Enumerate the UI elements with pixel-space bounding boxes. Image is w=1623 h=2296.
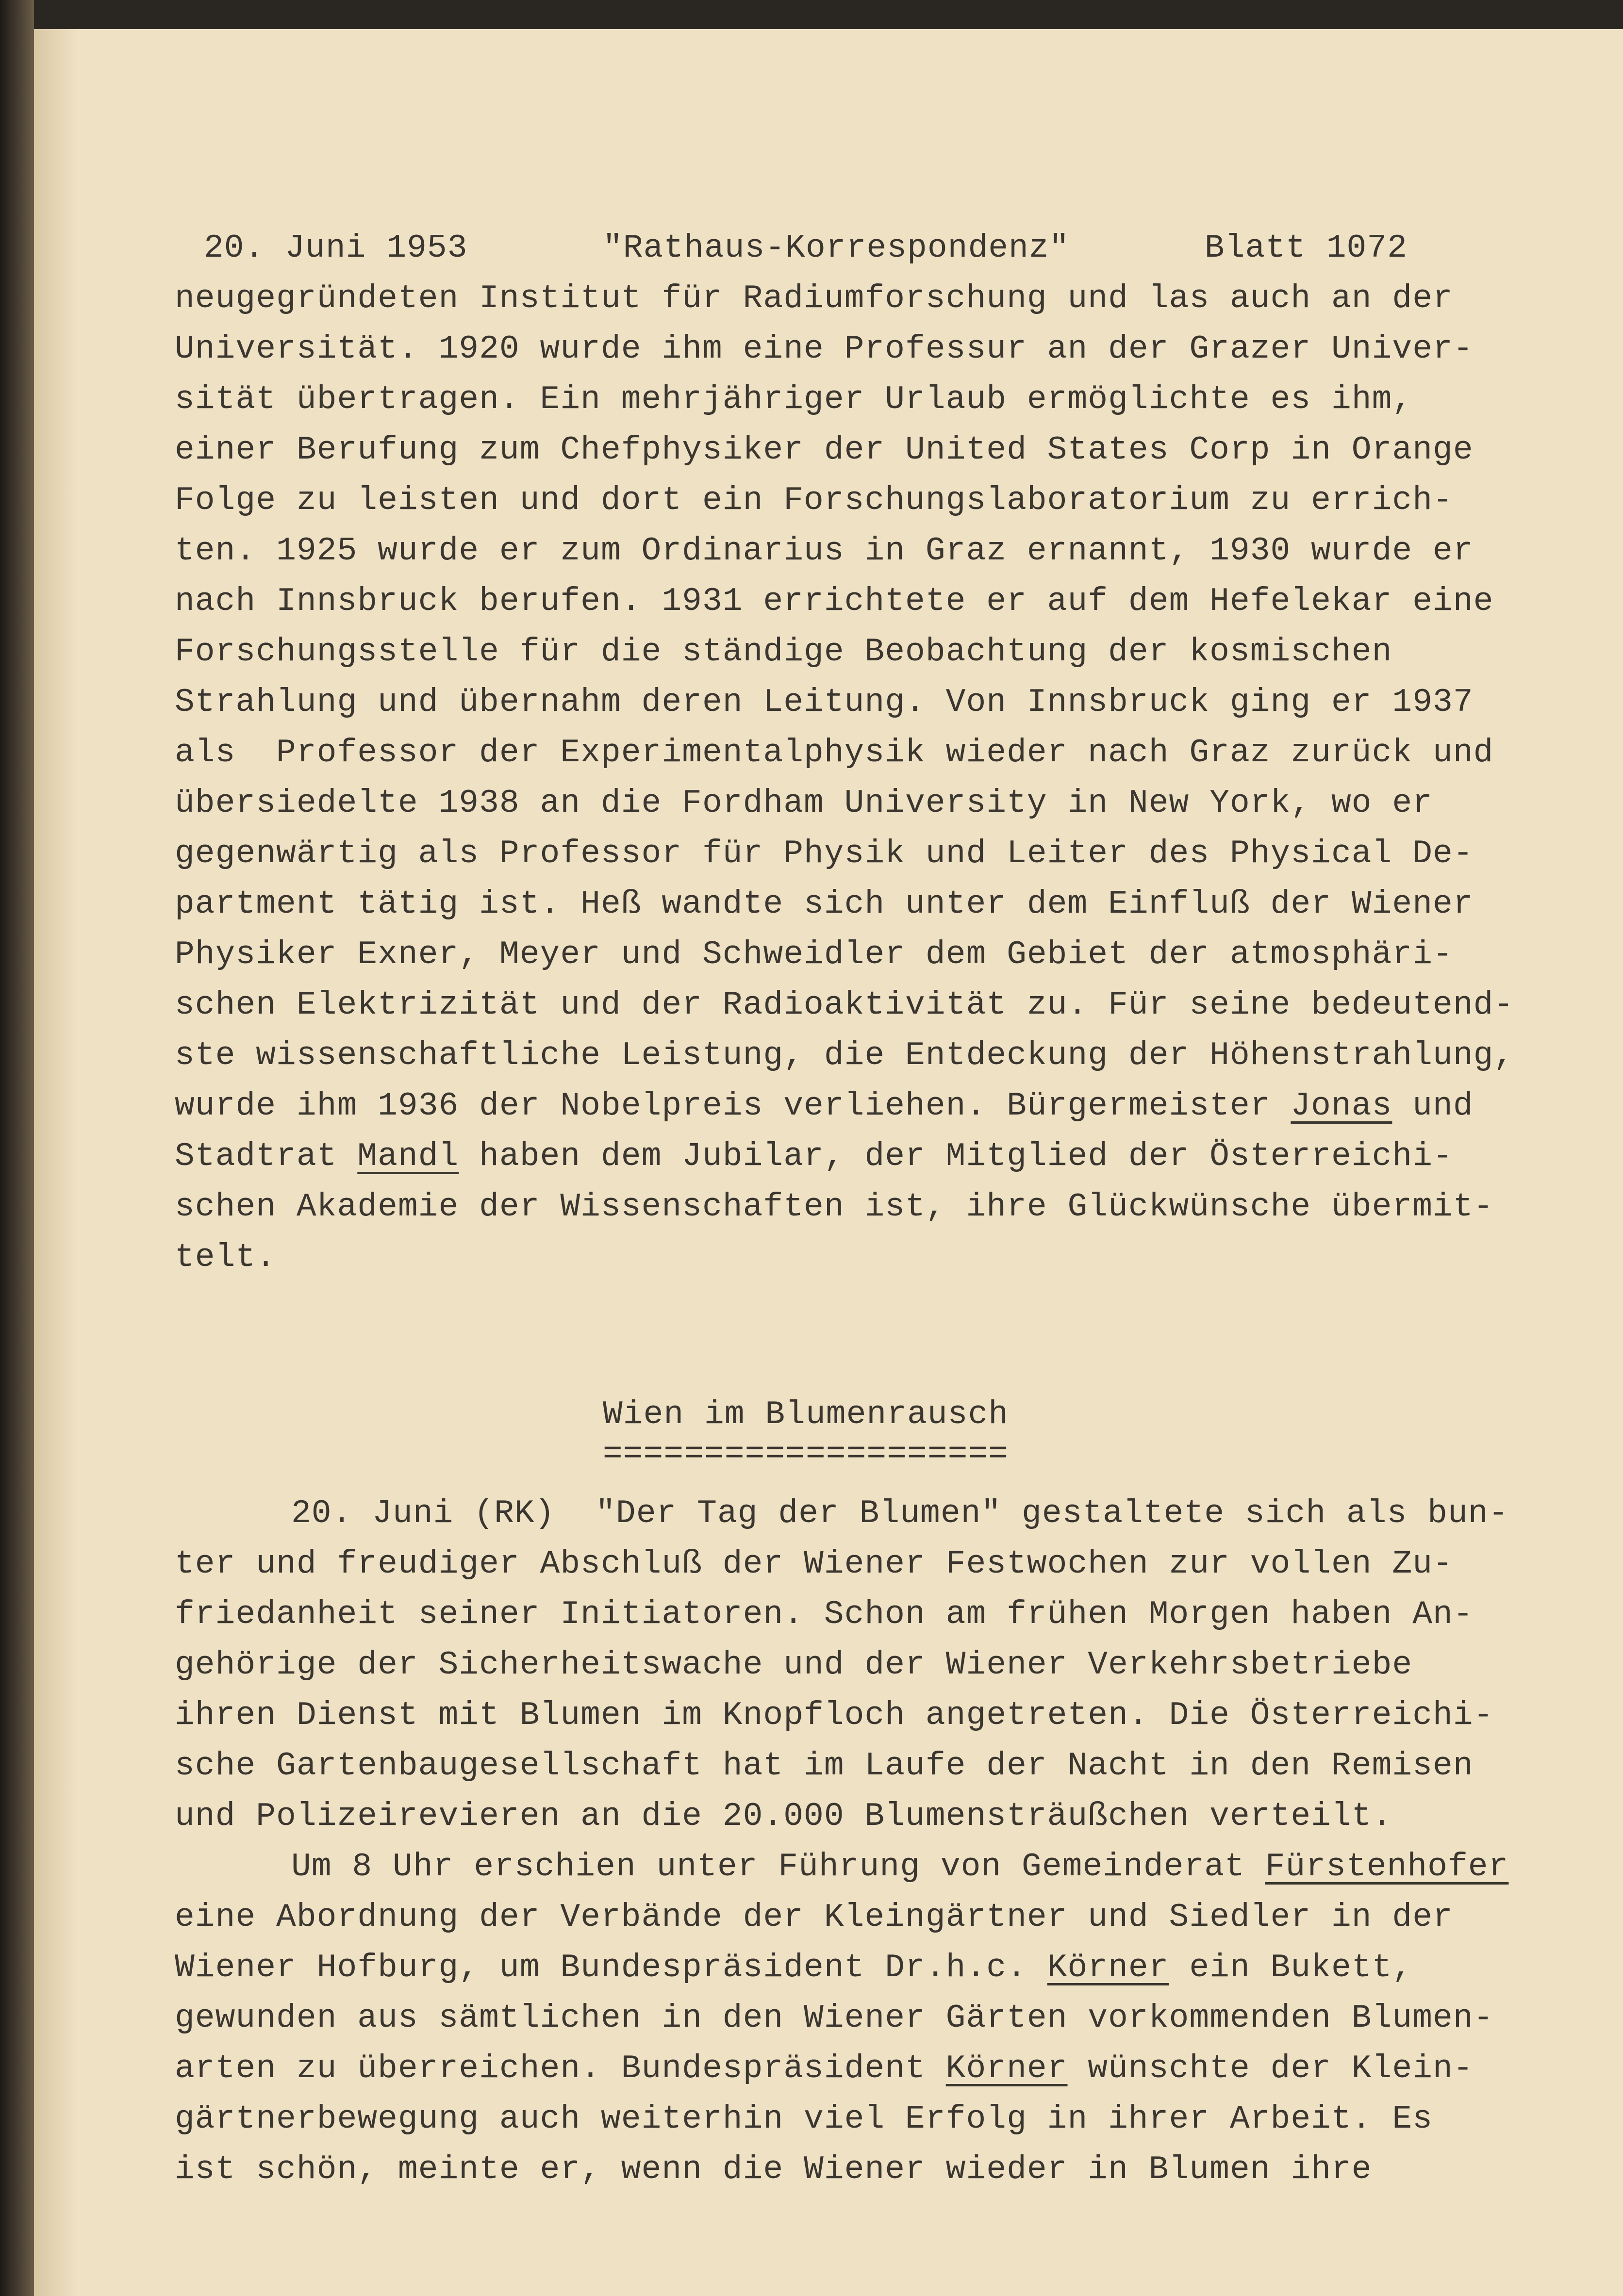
text-line: sche Gartenbaugesellschaft hat im Laufe der Nacht in den Remisen [175,1747,1474,1785]
text-line: ter und freudiger Abschluß der Wiener Festwochen zur vollen Zu- [175,1545,1453,1583]
header-sheet: Blatt 1072 [1204,230,1408,267]
text-line: gewunden aus sämtlichen in den Wiener Gärten vorkommenden Blumen- [175,2000,1494,2037]
text-line [175,1132,1573,1182]
name-koerner: Körner [945,2050,1068,2087]
text-line: eine Abordnung der Verbände der Kleingärtner und Siedler in der [175,1899,1453,1936]
text-line: ihren Dienst mit Blumen im Knopfloch angetreten. Die Österreichi- [175,1697,1494,1734]
text-run: ein Bukett, [1169,1949,1413,1986]
section-blumenrausch [175,1390,1573,2195]
text-line: und Polizeirevieren an die 20.000 Blumensträußchen verteilt. [175,1798,1392,1835]
book-gutter [0,0,34,2296]
page-header [204,223,1408,274]
text-line: telt. [175,1239,277,1276]
text-run: arten zu überreichen. Bundespräsident [175,2050,946,2087]
text-run: haben dem Jubilar, der Mitglied der Österreichi- [459,1138,1453,1175]
text-line: einer Berufung zum Chefphysiker der United States Corp in Orange [175,431,1474,469]
text-line [175,1842,1573,1892]
text-line: nach Innsbruck berufen. 1931 errichtete er auf dem Hefelekar eine [175,583,1494,620]
name-koerner: Körner [1047,1949,1169,1986]
text-line [175,1081,1573,1132]
text-run: und [1392,1087,1474,1125]
text-run: Um 8 Uhr erschien unter Führung von Gemeinderat [291,1848,1265,1886]
section-gap [175,1283,1573,1390]
text-line: übersiedelte 1938 an die Fordham University in New York, wo er [175,785,1433,822]
text-line: Strahlung und übernahm deren Leitung. Von Innsbruck ging er 1937 [175,684,1474,721]
text-line: sität übertragen. Ein mehrjähriger Urlaub ermöglichte es ihm, [175,381,1413,418]
text-line: Physiker Exner, Meyer und Schweidler dem Gebiet der atmosphäri- [175,936,1453,973]
text-line: friedanheit seiner Initiatoren. Schon am frühen Morgen haben An- [175,1596,1474,1633]
name-fuerstenhofer: Fürstenhofer [1265,1848,1509,1886]
name-jonas: Jonas [1291,1087,1392,1125]
title-underline: ==================== [602,1436,1009,1473]
text-line: Universität. 1920 wurde ihm eine Professur an der Grazer Univer- [175,330,1474,368]
text-line: ist schön, meinte er, wenn die Wiener wieder in Blumen ihre [175,2151,1372,2188]
typewritten-text [175,223,1573,2195]
text-line: Forschungsstelle für die ständige Beobachtung der kosmischen [175,633,1392,671]
text-run: wurde ihm 1936 der Nobelpreis verliehen. Bürgermeister [175,1087,1291,1125]
text-line: neugegründeten Institut für Radiumforschung und las auch an der [175,280,1453,317]
text-line: als Professor der Experimentalphysik wieder nach Graz zurück und [175,734,1494,771]
text-line: gehörige der Sicherheitswache und der Wiener Verkehrsbetriebe [175,1646,1413,1684]
text-line [175,2044,1573,2094]
text-line: ste wissenschaftliche Leistung, die Entdeckung der Höhenstrahlung, [175,1037,1514,1074]
section-hess [175,274,1573,1283]
text-run: Wiener Hofburg, um Bundespräsident Dr.h.c. [175,1949,1047,1986]
text-line: ten. 1925 wurde er zum Ordinarius in Graz ernannt, 1930 wurde er [175,532,1474,570]
header-date: 20. Juni 1953 [204,230,468,267]
text-run: Stadtrat [175,1138,358,1175]
text-run: wünschte der Klein- [1067,2050,1474,2087]
text-line [175,1943,1573,1993]
header-publication: "Rathaus-Korrespondenz" [602,230,1070,267]
document-page [34,29,1623,2296]
text-line: Folge zu leisten und dort ein Forschungslaboratorium zu errich- [175,482,1453,519]
text-line: gegenwärtig als Professor für Physik und Leiter des Physical De- [175,835,1474,872]
text-line: schen Akademie der Wissenschaften ist, ihre Glückwünsche übermit- [175,1188,1494,1226]
text-line: schen Elektrizität und der Radioaktivität zu. Für seine bedeutend- [175,986,1514,1024]
text-line: partment tätig ist. Heß wandte sich unter dem Einfluß der Wiener [175,886,1474,923]
section-title: Wien im Blumenrausch [602,1396,1009,1433]
text-line: gärtnerbewegung auch weiterhin viel Erfolg in ihrer Arbeit. Es [175,2100,1433,2138]
name-mandl: Mandl [357,1138,459,1175]
text-line: 20. Juni (RK) "Der Tag der Blumen" gestaltete sich als bun- [291,1495,1509,1532]
